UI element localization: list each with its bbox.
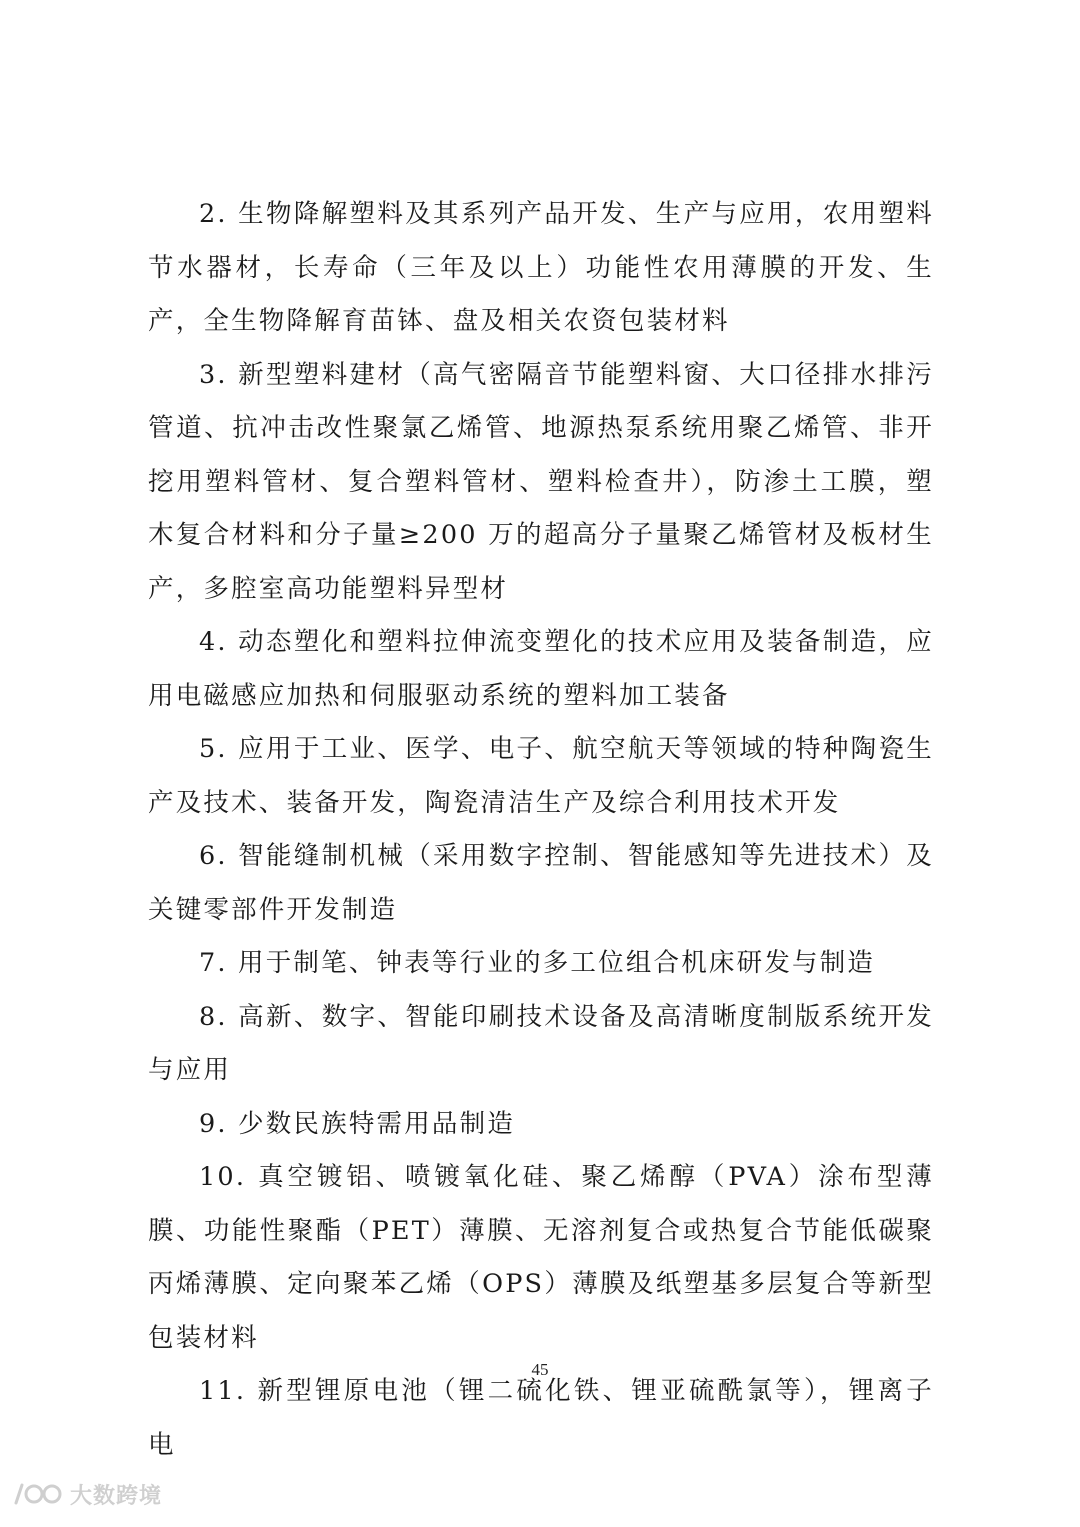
watermark: [12, 1474, 162, 1514]
watermark-text: 大数跨境: [70, 1483, 163, 1509]
paragraph-item-4: 4. 动态塑化和塑料拉伸流变塑化的技术应用及装备制造，应用电磁感应加热和伺服驱动系统的塑料加工装备: [148, 627, 934, 711]
document-body: [148, 188, 934, 1472]
paragraph-item-5: 5. 应用于工业、医学、电子、航空航天等领域的特种陶瓷生产及技术、装备开发，陶瓷清洁生产及综合利用技术开发: [148, 734, 934, 818]
paragraph-item-6: 6. 智能缝制机械（采用数字控制、智能感知等先进技术）及关键零部件开发制造: [148, 841, 934, 925]
page-number: 45: [531, 1360, 549, 1379]
paragraph-item-7: 7. 用于制笔、钟表等行业的多工位组合机床研发与制造: [199, 948, 876, 978]
paragraph-item-2: 2. 生物降解塑料及其系列产品开发、生产与应用，农用塑料节水器材，长寿命（三年及以上）功能性农用薄膜的开发、生产，全生物降解育苗钵、盘及相关农资包装材料: [148, 199, 934, 336]
logo-icon: [12, 1479, 66, 1509]
paragraph-item-3: 3. 新型塑料建材（高气密隔音节能塑料窗、大口径排水排污管道、抗冲击改性聚氯乙烯管、地源热泵系统用聚乙烯管、非开挖用塑料管材、复合塑料管材、塑料检查井），防渗土工膜，塑木复合材料和分子量≥200 万的超高分子量聚乙烯管材及板材生产，多腔室高功能塑料异型材: [148, 359, 934, 604]
paragraph-item-9: 9. 少数民族特需用品制造: [199, 1108, 516, 1139]
paragraph-item-10: 10. 真空镀铝、喷镀氧化硅、聚乙烯醇（PVA）涂布型薄膜、功能性聚酯（PET）薄膜、无溶剂复合或热复合节能低碳聚丙烯薄膜、定向聚苯乙烯（OPS）薄膜及纸塑基多层复合等新型包装材料: [148, 1162, 934, 1353]
paragraph-item-8: 8. 高新、数字、智能印刷技术设备及高清晰度制版系统开发与应用: [148, 1001, 934, 1085]
paragraph-item-11: 11. 新型锂原电池（锂二硫化铁、锂亚硫酰氯等），锂离子电: [148, 1376, 934, 1460]
